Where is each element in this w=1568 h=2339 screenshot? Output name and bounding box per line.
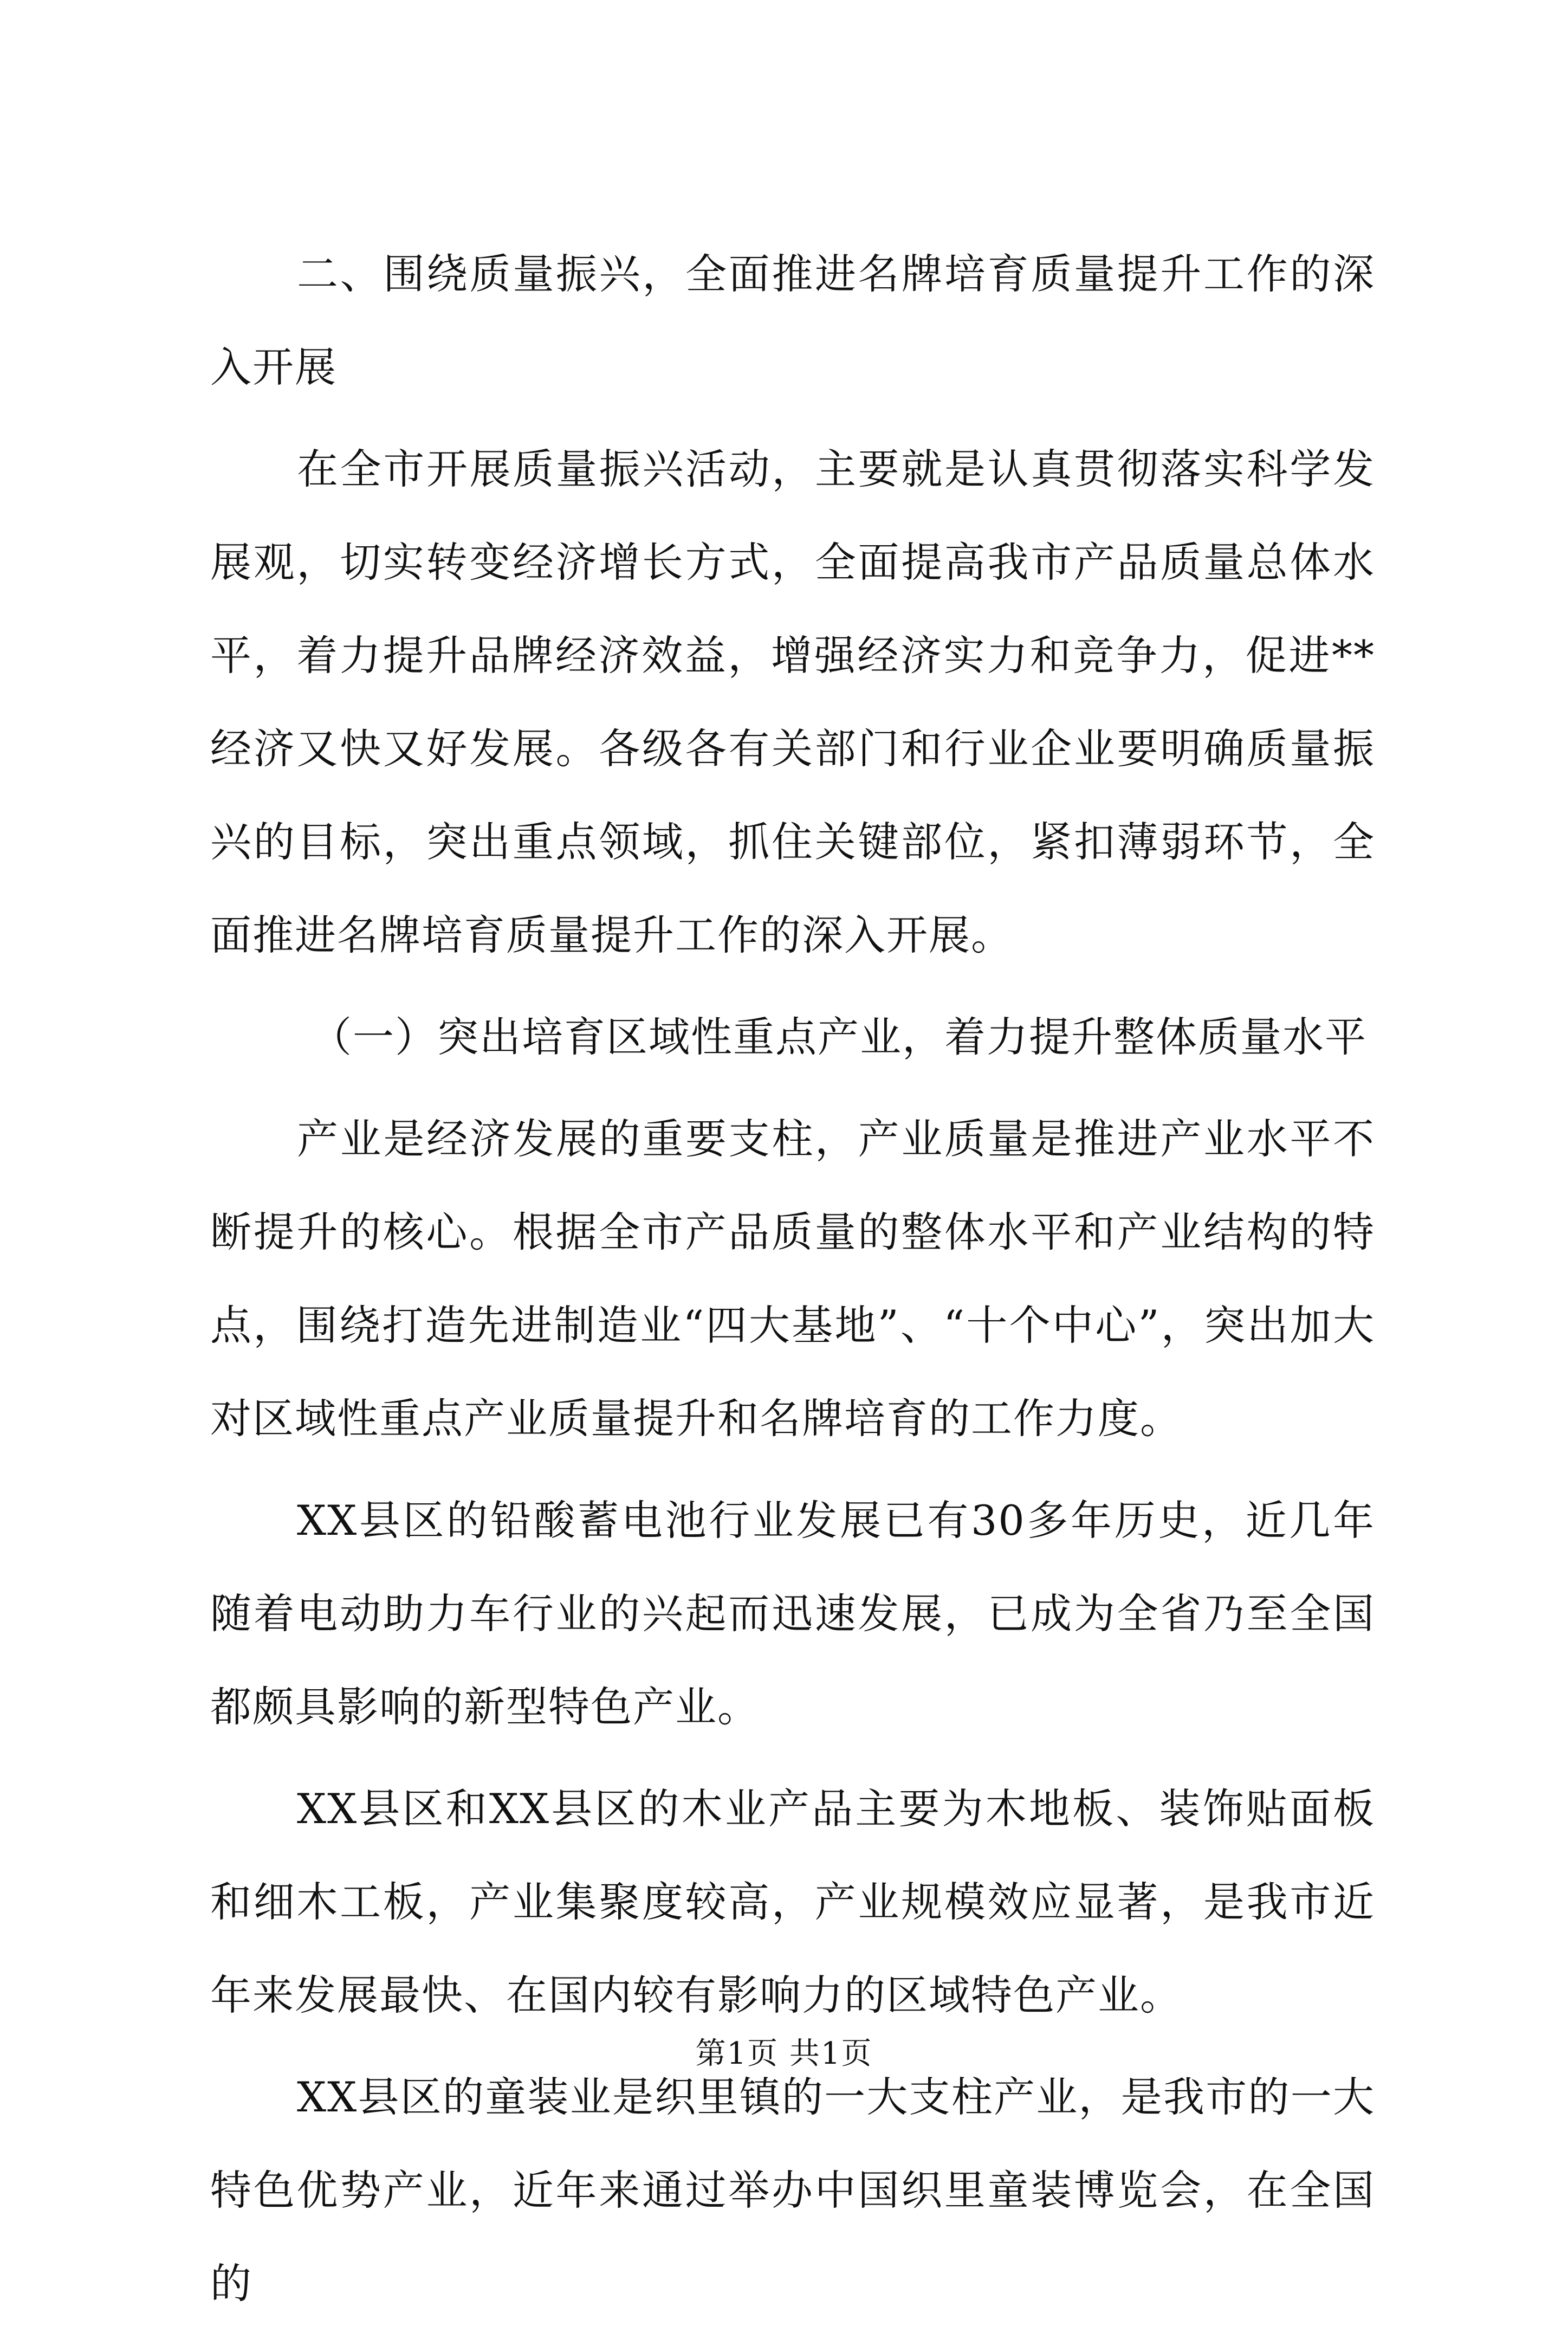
subsection-heading: （一）突出培育区域性重点产业，着力提升整体质量水平: [310, 1013, 1367, 1061]
document-body: [210, 228, 1375, 2339]
page-number-footer: 第1页 共1页: [695, 2036, 873, 2071]
body-paragraph: XX县区的童装业是织里镇的一大支柱产业，是我市的一大特色优势产业，近年来通过举办中国织里童装博览会，在全国的: [210, 2073, 1375, 2308]
body-paragraph: 产业是经济发展的重要支柱，产业质量是推进产业水平不断提升的核心。根据全市产品质量的整体水平和产业结构的特点，围绕打造先进制造业“四大基地”、“十个中心”，突出加大对区域性重点产业质量提升和名牌培育的工作力度。: [210, 1115, 1375, 1443]
body-paragraph: XX县区和XX县区的木业产品主要为木地板、装饰贴面板和细木工板，产业集聚度较高，产业规模效应显著，是我市近年来发展最快、在国内较有影响力的区域特色产业。: [210, 1785, 1375, 2019]
section-heading: 二、围绕质量振兴，全面推进名牌培育质量提升工作的深入开展: [210, 250, 1375, 391]
body-paragraph: 在全市开展质量振兴活动，主要就是认真贯彻落实科学发展观，切实转变经济增长方式，全面提高我市产品质量总体水平，着力提升品牌经济效益，增强经济实力和竞争力，促进**经济又快又好发展。各级各有关部门和行业企业要明确质量振兴的目标，突出重点领域，抓住关键部位，紧扣薄弱环节，全面推进名牌培育质量提升工作的深入开展。: [210, 445, 1375, 959]
body-paragraph: XX县区的铅酸蓄电池行业发展已有30多年历史，近几年随着电动助力车行业的兴起而迅速发展，已成为全省乃至全国都颇具影响的新型特色产业。: [210, 1496, 1375, 1731]
